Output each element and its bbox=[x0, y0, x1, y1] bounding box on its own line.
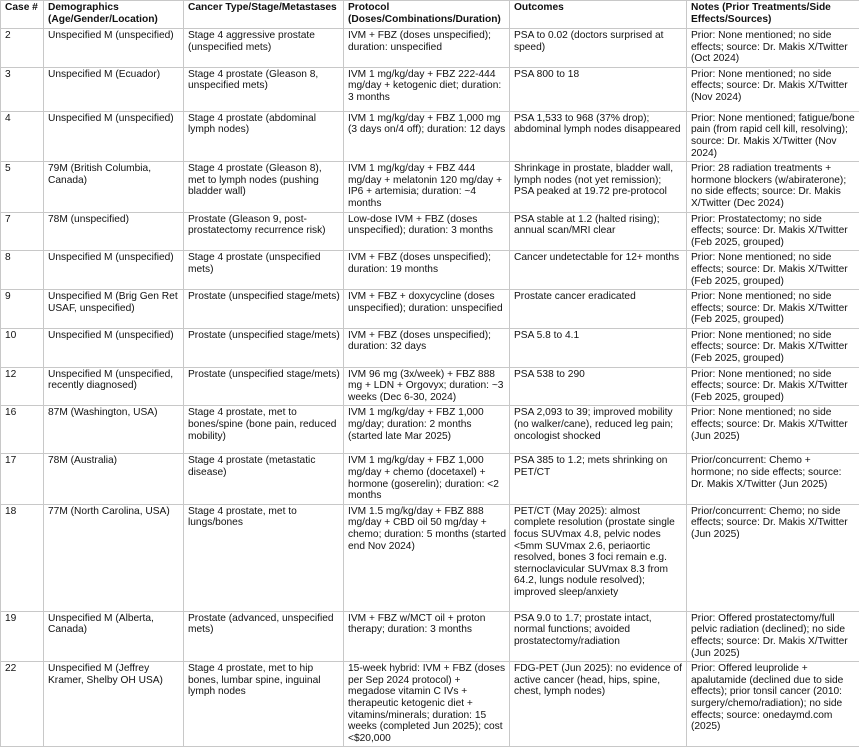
cell-protocol: IVM 1 mg/kg/day + FBZ 222-444 mg/day + ketogenic diet; duration: 3 months bbox=[344, 67, 510, 111]
cell-outcomes: PSA 538 to 290 bbox=[510, 367, 687, 406]
table-row bbox=[1, 504, 859, 611]
cell-demographics: Unspecified M (unspecified) bbox=[44, 328, 184, 367]
cell-demographics: Unspecified M (unspecified) bbox=[44, 111, 184, 161]
cell-protocol: IVM 1 mg/kg/day + FBZ 1,000 mg/day + chemo (docetaxel) + hormone (goserelin); duration: <2 months bbox=[344, 454, 510, 504]
header-cancer-type: Cancer Type/Stage/Metastases bbox=[184, 1, 344, 29]
cell-case: 22 bbox=[1, 662, 44, 747]
cell-protocol: IVM + FBZ (doses unspecified); duration: 19 months bbox=[344, 251, 510, 290]
cell-notes: Prior: None mentioned; fatigue/bone pain (from rapid cell kill, resolving); source: Dr. Makis X/Twitter (Nov 2024) bbox=[687, 111, 859, 161]
cell-cancer-type: Stage 4 prostate, met to hip bones, lumbar spine, inguinal lymph nodes bbox=[184, 662, 344, 747]
table-row bbox=[1, 290, 859, 329]
cell-notes: Prior: Offered prostatectomy/full pelvic radiation (declined); no side effects; source: Dr. Makis X/Twitter (Jun 2025) bbox=[687, 611, 859, 661]
cell-case: 16 bbox=[1, 406, 44, 454]
cell-outcomes: PET/CT (May 2025): almost complete resolution (prostate single focus SUVmax 4.8, pelvic nodes <5mm SUVmax 2.6, periaortic resolved, bones 3 foci remain e.g. sternoclavicular SUVmax 8.3 from 64.2, lungs nodule resolved); improved sleep/anxiety bbox=[510, 504, 687, 611]
cell-notes: Prior: 28 radiation treatments + hormone blockers (w/abiraterone); no side effects; source: Dr. Makis X/Twitter (Dec 2024) bbox=[687, 162, 859, 212]
cell-protocol: IVM 1 mg/kg/day + FBZ 1,000 mg (3 days on/4 off); duration: 12 days bbox=[344, 111, 510, 161]
cell-notes: Prior: None mentioned; no side effects; source: Dr. Makis X/Twitter (Nov 2024) bbox=[687, 67, 859, 111]
header-demographics: Demographics (Age/Gender/Location) bbox=[44, 1, 184, 29]
cell-cancer-type: Prostate (Gleason 9, post-prostatectomy recurrence risk) bbox=[184, 212, 344, 251]
cell-demographics: Unspecified M (Jeffrey Kramer, Shelby OH USA) bbox=[44, 662, 184, 747]
cell-outcomes: PSA 2,093 to 39; improved mobility (no walker/cane), reduced leg pain; oncologist shocked bbox=[510, 406, 687, 454]
cell-notes: Prior: None mentioned; no side effects; source: Dr. Makis X/Twitter (Oct 2024) bbox=[687, 29, 859, 68]
cell-outcomes: Shrinkage in prostate, bladder wall, lymph nodes (not yet remission); PSA peaked at 19.72 pre-protocol bbox=[510, 162, 687, 212]
table-row bbox=[1, 162, 859, 212]
cell-protocol: IVM + FBZ (doses unspecified); duration: 32 days bbox=[344, 328, 510, 367]
cell-protocol: IVM 96 mg (3x/week) + FBZ 888 mg + LDN + Orgovyx; duration: ~3 weeks (Dec 6-30, 2024) bbox=[344, 367, 510, 406]
cell-demographics: 87M (Washington, USA) bbox=[44, 406, 184, 454]
cell-case: 4 bbox=[1, 111, 44, 161]
cell-cancer-type: Prostate (unspecified stage/mets) bbox=[184, 367, 344, 406]
cell-protocol: Low-dose IVM + FBZ (doses unspecified); duration: 3 months bbox=[344, 212, 510, 251]
cell-demographics: Unspecified M (Brig Gen Ret USAF, unspecified) bbox=[44, 290, 184, 329]
cell-demographics: Unspecified M (unspecified, recently diagnosed) bbox=[44, 367, 184, 406]
cell-outcomes: Prostate cancer eradicated bbox=[510, 290, 687, 329]
header-protocol: Protocol (Doses/Combinations/Duration) bbox=[344, 1, 510, 29]
cell-case: 19 bbox=[1, 611, 44, 661]
cell-case: 2 bbox=[1, 29, 44, 68]
cell-demographics: Unspecified M (Alberta, Canada) bbox=[44, 611, 184, 661]
table-row bbox=[1, 29, 859, 68]
cell-outcomes: PSA 385 to 1.2; mets shrinking on PET/CT bbox=[510, 454, 687, 504]
cell-protocol: IVM 1.5 mg/kg/day + FBZ 888 mg/day + CBD oil 50 mg/day + chemo; duration: 5 months (started end Nov 2024) bbox=[344, 504, 510, 611]
cell-demographics: 78M (unspecified) bbox=[44, 212, 184, 251]
table-row bbox=[1, 611, 859, 661]
cell-cancer-type: Stage 4 prostate (Gleason 8), met to lymph nodes (pushing bladder wall) bbox=[184, 162, 344, 212]
header-notes: Notes (Prior Treatments/Side Effects/Sources) bbox=[687, 1, 859, 29]
cell-demographics: 78M (Australia) bbox=[44, 454, 184, 504]
cell-demographics: 79M (British Columbia, Canada) bbox=[44, 162, 184, 212]
cell-notes: Prior: None mentioned; no side effects; source: Dr. Makis X/Twitter (Feb 2025, grouped) bbox=[687, 328, 859, 367]
cell-demographics: 77M (North Carolina, USA) bbox=[44, 504, 184, 611]
cell-case: 12 bbox=[1, 367, 44, 406]
table-row bbox=[1, 111, 859, 161]
table-row bbox=[1, 212, 859, 251]
cell-demographics: Unspecified M (unspecified) bbox=[44, 29, 184, 68]
cell-protocol: 15-week hybrid: IVM + FBZ (doses per Sep 2024 protocol) + megadose vitamin C IVs + therapeutic ketogenic diet + vitamins/minerals; duration: 15 weeks (completed Jun 2025); cost <$20,000 bbox=[344, 662, 510, 747]
header-row bbox=[1, 1, 859, 29]
cell-cancer-type: Stage 4 prostate, met to lungs/bones bbox=[184, 504, 344, 611]
cell-notes: Prior: None mentioned; no side effects; source: Dr. Makis X/Twitter (Jun 2025) bbox=[687, 406, 859, 454]
cell-case: 3 bbox=[1, 67, 44, 111]
table-row bbox=[1, 454, 859, 504]
cell-cancer-type: Prostate (advanced, unspecified mets) bbox=[184, 611, 344, 661]
cell-demographics: Unspecified M (Ecuador) bbox=[44, 67, 184, 111]
cell-outcomes: PSA 9.0 to 1.7; prostate intact, normal functions; avoided prostatectomy/radiation bbox=[510, 611, 687, 661]
cell-outcomes: Cancer undetectable for 12+ months bbox=[510, 251, 687, 290]
table-row bbox=[1, 406, 859, 454]
cell-case: 17 bbox=[1, 454, 44, 504]
table-row bbox=[1, 328, 859, 367]
cell-demographics: Unspecified M (unspecified) bbox=[44, 251, 184, 290]
cell-case: 8 bbox=[1, 251, 44, 290]
table-row bbox=[1, 251, 859, 290]
cell-protocol: IVM + FBZ w/MCT oil + proton therapy; duration: 3 months bbox=[344, 611, 510, 661]
cell-protocol: IVM + FBZ (doses unspecified); duration: unspecified bbox=[344, 29, 510, 68]
table-row bbox=[1, 367, 859, 406]
cell-outcomes: PSA 800 to 18 bbox=[510, 67, 687, 111]
cell-case: 5 bbox=[1, 162, 44, 212]
cell-case: 18 bbox=[1, 504, 44, 611]
cell-cancer-type: Stage 4 prostate (unspecified mets) bbox=[184, 251, 344, 290]
cell-outcomes: PSA stable at 1.2 (halted rising); annual scan/MRI clear bbox=[510, 212, 687, 251]
cell-case: 10 bbox=[1, 328, 44, 367]
cell-protocol: IVM 1 mg/kg/day + FBZ 444 mg/day + melatonin 120 mg/day + IP6 + artemisia; duration: ~4 months bbox=[344, 162, 510, 212]
cell-notes: Prior: None mentioned; no side effects; source: Dr. Makis X/Twitter (Feb 2025, grouped) bbox=[687, 290, 859, 329]
cell-cancer-type: Stage 4 aggressive prostate (unspecified mets) bbox=[184, 29, 344, 68]
cell-notes: Prior: None mentioned; no side effects; source: Dr. Makis X/Twitter (Feb 2025, grouped) bbox=[687, 251, 859, 290]
cell-outcomes: FDG-PET (Jun 2025): no evidence of active cancer (head, hips, spine, chest, lymph nodes) bbox=[510, 662, 687, 747]
cell-protocol: IVM 1 mg/kg/day + FBZ 1,000 mg/day; duration: 2 months (started late Mar 2025) bbox=[344, 406, 510, 454]
cell-outcomes: PSA 1,533 to 968 (37% drop); abdominal lymph nodes disappeared bbox=[510, 111, 687, 161]
cell-notes: Prior: Prostatectomy; no side effects; source: Dr. Makis X/Twitter (Feb 2025, grouped) bbox=[687, 212, 859, 251]
cell-case: 7 bbox=[1, 212, 44, 251]
cell-outcomes: PSA to 0.02 (doctors surprised at speed) bbox=[510, 29, 687, 68]
header-outcomes: Outcomes bbox=[510, 1, 687, 29]
table-row bbox=[1, 662, 859, 747]
cell-protocol: IVM + FBZ + doxycycline (doses unspecified); duration: unspecified bbox=[344, 290, 510, 329]
cell-cancer-type: Stage 4 prostate (metastatic disease) bbox=[184, 454, 344, 504]
cell-case: 9 bbox=[1, 290, 44, 329]
cell-outcomes: PSA 5.8 to 4.1 bbox=[510, 328, 687, 367]
cell-notes: Prior: Offered leuprolide + apalutamide (declined due to side effects); prior tonsil cancer (2010: surgery/chemo/radiation); no side effects; source: onedaymd.com (2025) bbox=[687, 662, 859, 747]
table-row bbox=[1, 67, 859, 111]
cell-notes: Prior/concurrent: Chemo + hormone; no side effects; source: Dr. Makis X/Twitter (Jun 2025) bbox=[687, 454, 859, 504]
cell-cancer-type: Stage 4 prostate, met to bones/spine (bone pain, reduced mobility) bbox=[184, 406, 344, 454]
cell-cancer-type: Prostate (unspecified stage/mets) bbox=[184, 328, 344, 367]
cell-cancer-type: Stage 4 prostate (Gleason 8, unspecified mets) bbox=[184, 67, 344, 111]
cell-notes: Prior/concurrent: Chemo; no side effects; source: Dr. Makis X/Twitter (Jun 2025) bbox=[687, 504, 859, 611]
header-case: Case # bbox=[1, 1, 44, 29]
cell-cancer-type: Prostate (unspecified stage/mets) bbox=[184, 290, 344, 329]
cell-cancer-type: Stage 4 prostate (abdominal lymph nodes) bbox=[184, 111, 344, 161]
cell-notes: Prior: None mentioned; no side effects; source: Dr. Makis X/Twitter (Feb 2025, grouped) bbox=[687, 367, 859, 406]
